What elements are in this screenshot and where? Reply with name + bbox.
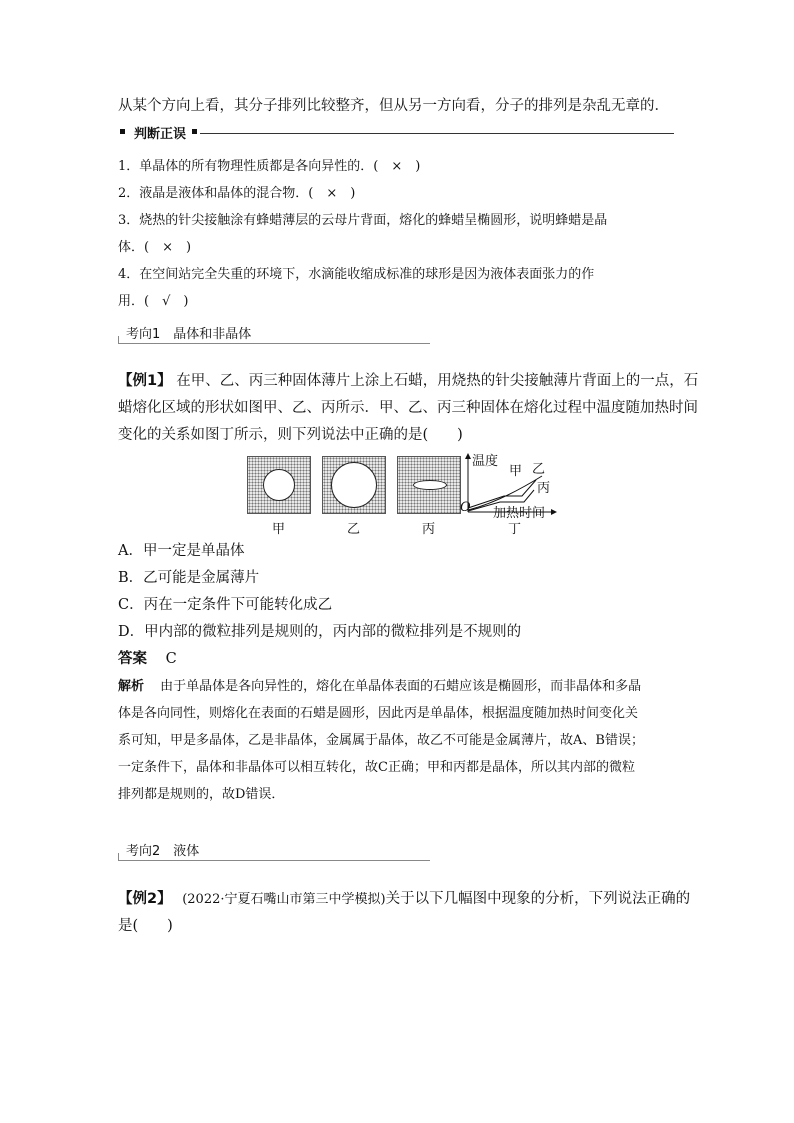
section-underline bbox=[118, 860, 430, 861]
section-header-1 bbox=[118, 322, 430, 344]
analysis-text-1: 由于单晶体是各向异性的，熔化在单晶体表面的石蜡应该是椭圆形，而非晶体和多晶 bbox=[160, 679, 642, 694]
example2-source: (2022·宁夏石嘴山市第三中学模拟) bbox=[182, 892, 386, 907]
melt-circle-large bbox=[331, 462, 377, 508]
example2-line-2: 是( ) bbox=[118, 918, 173, 934]
figure-label-jia: 甲 bbox=[272, 522, 286, 537]
judge-item-2: 2．液晶是液体和晶体的混合物．( × ) bbox=[118, 186, 356, 201]
panel-bing bbox=[397, 456, 461, 514]
panel-yi bbox=[322, 456, 386, 514]
example2-text-1: 关于以下几幅图中现象的分析，下列说法正确的 bbox=[385, 891, 691, 907]
example1-tag: 【例1】 bbox=[118, 373, 172, 389]
panel-jia bbox=[247, 456, 311, 514]
analysis-line-4: 一定条件下，晶体和非晶体可以相互转化，故C正确；甲和丙都是晶体，所以其内部的微粒 bbox=[118, 760, 635, 775]
melt-ellipse bbox=[413, 480, 447, 490]
figure-label-yi: 乙 bbox=[347, 522, 361, 537]
analysis-line-1 bbox=[118, 677, 641, 697]
section-tick bbox=[118, 336, 119, 344]
melt-circle-small bbox=[263, 469, 295, 501]
judge-item-4a: 4．在空间站完全失重的环境下，水滴能收缩成标准的球形是因为液体表面张力的作 bbox=[118, 267, 595, 282]
graph-ylabel: 温度 bbox=[472, 454, 499, 469]
square-bullet-icon bbox=[120, 129, 125, 134]
curve-label-yi: 乙 bbox=[532, 462, 546, 477]
section-title-2: 考向2 液体 bbox=[126, 844, 200, 859]
section-title-1: 考向1 晶体和非晶体 bbox=[126, 327, 252, 342]
option-b: B．乙可能是金属薄片 bbox=[118, 570, 260, 586]
curve-label-jia: 甲 bbox=[509, 464, 523, 479]
answer-label: 答案 bbox=[118, 651, 147, 667]
figure-label-ding: 丁 bbox=[508, 522, 522, 537]
example1-line-1 bbox=[118, 371, 698, 391]
option-a: A．甲一定是单晶体 bbox=[118, 543, 245, 559]
judge-divider bbox=[200, 133, 674, 134]
judge-item-1: 1．单晶体的所有物理性质都是各向异性的．( × ) bbox=[118, 159, 421, 174]
section-tick bbox=[118, 853, 119, 861]
option-d: D．甲内部的微粒排列是规则的，丙内部的微粒排列是不规则的 bbox=[118, 624, 522, 640]
figure-label-bing: 丙 bbox=[422, 522, 436, 537]
judge-item-3a: 3．烧热的针尖接触涂有蜂蜡薄层的云母片背面，熔化的蜂蜡呈椭圆形，说明蜂蜡是晶 bbox=[118, 213, 608, 228]
analysis-line-2: 体是各向同性，则熔化在表面的石蜡是圆形，因此丙是单晶体，根据温度随加热时间变化关 bbox=[118, 706, 639, 721]
judge-title: 判断正误 bbox=[134, 127, 187, 142]
judge-item-3b: 体．( × ) bbox=[118, 240, 192, 255]
option-c: C．丙在一定条件下可能转化成乙 bbox=[118, 597, 333, 613]
example1-text-1: 在甲、乙、丙三种固体薄片上涂上石蜡，用烧热的针尖接触薄片背面上的一点，石 bbox=[176, 373, 699, 389]
square-bullet-icon bbox=[192, 129, 197, 134]
judge-header bbox=[118, 126, 674, 140]
graph-origin: O bbox=[460, 500, 471, 515]
example1-line-3: 变化的关系如图丁所示，则下列说法中正确的是( ) bbox=[118, 427, 463, 443]
curve-label-bing: 丙 bbox=[537, 481, 551, 496]
intro-line: 从某个方向上看，其分子排列比较整齐，但从另一方向看，分子的排列是杂乱无章的． bbox=[118, 98, 669, 114]
analysis-label: 解析 bbox=[118, 679, 145, 694]
example2-tag: 【例2】 bbox=[118, 891, 172, 907]
section-header-2 bbox=[118, 839, 430, 861]
example2-line-1 bbox=[118, 889, 690, 910]
answer-line bbox=[118, 649, 177, 669]
answer-value: C bbox=[165, 651, 177, 667]
analysis-line-3: 系可知，甲是多晶体，乙是非晶体，金属属于晶体，故乙不可能是金属薄片，故A、B错误； bbox=[118, 733, 644, 748]
example1-line-2: 蜡熔化区域的形状如图甲、乙、丙所示．甲、乙、丙三种固体在熔化过程中温度随加热时间 bbox=[118, 400, 698, 416]
graph-xlabel: 加热时间 bbox=[493, 506, 546, 521]
analysis-line-5: 排列都是规则的，故D错误． bbox=[118, 787, 285, 802]
judge-item-4b: 用．( √ ) bbox=[118, 294, 189, 309]
section-underline bbox=[118, 343, 430, 344]
